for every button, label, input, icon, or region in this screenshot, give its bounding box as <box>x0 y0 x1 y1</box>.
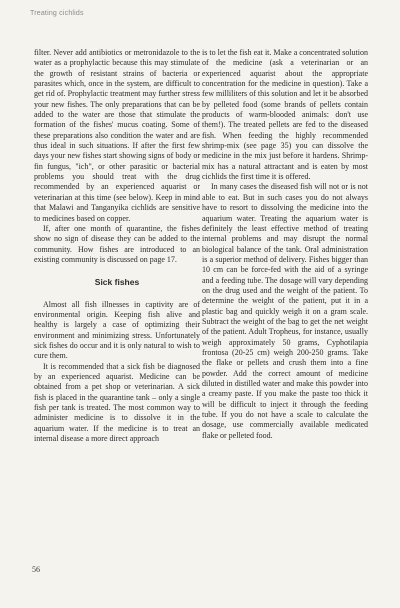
paragraph: In many cases the diseased fish will not or is not able to eat. But in such cases you do not always have to resort to dissolving the medicine into the aquarium water. Treating the aquarium water is definitely the least effective method of treating internal problems and may disrupt the normal biological balance of the tank. Oral administration is a superior method of delivery. Fishes bigger than 10 cm can be force-fed with the aid of a syringe and a feeding tube. The dosage will vary depending on the drug used and the weight of the patient. To determine the weight of the patient, put it in a plastic bag and quickly weigh it on a gram scale. Subtract the weight of the bag to get the net weight of the patient. Adult Tropheus, for instance, usually weigh approximately 50 grams, Cyphotilapia frontosa (20-25 cm) weigh 200-250 grams. Take the flake or pellets and crush them into a fine powder. Add the correct amount of medicine diluted in distilled water and make this powder into a creamy paste. If you make the paste too thick it will be difficult to inject it through the feeding tube. If you do not have a scale to calculate the dosage, use commercially available medicated flake or pelleted food. <box>202 182 368 440</box>
right-column <box>202 48 368 441</box>
running-head: Treating cichlids <box>30 10 84 17</box>
paragraph: is to let the fish eat it. Make a concentrated solution of the medicine (ask a veterinarian or an experienced aquarist about the appropriate concentration for the medicine in question). Take a few milliliters of this solution and let it be absorbed by pelleted food (some brands of pellets contain products of warm-blooded animals: don't use them!). The treated pellets are fed to the diseased fish. When feeding the highly recommended shrimp-mix (see page 35) you can dissolve the medicine in the mix just before it hardens. Shrimp-mix has a natural attractant and is eaten by most cichlids the first time it is offered. <box>202 48 368 182</box>
paragraph: Almost all fish illnesses in captivity are of environmental origin. Keeping fish alive and healthy is largely a case of optimizing their environment and minimizing stress. Unfortunately sick fishes do occur and it is only natural to wish to cure them. <box>34 299 200 361</box>
paragraph: filter. Never add antibiotics or metronidazole to the water as a prophylactic because this may stimulate the growth of resistant strains of bacteria or parasites which, once in the system, are difficult to get rid of. Prophylactic treatment may further stress your new fishes. The only preparations that can be added to the water are those that stimulate the formation of the fishes' mucus coating. Some of these preparations also condition the water and are thus ideal in such situations. If after the first few days your new fishes start showing signs of body or fin fungus, "ich", or other parasitic or bacterial problems you should treat with the drug recommended by an experienced aquarist or veterinarian at this time (see below). Keep in mind that Malawi and Tanganyika cichlids are sensitive to medicines based on copper. <box>34 48 200 223</box>
page-number: 56 <box>32 565 40 574</box>
paragraph: If, after one month of quarantine, the fishes show no sign of disease they can be added to the community. How fishes are introduced to an existing community is discussed on page 17. <box>34 223 200 264</box>
left-column <box>34 48 200 444</box>
section-heading: Sick fishes <box>94 277 140 288</box>
paragraph: It is recommended that a sick fish be diagnosed by an experienced aquarist. Medicine can be obtained from a pet shop or veterinarian. A sick fish is placed in the quarantine tank – only a single fish per tank is treated. The most common way to administer medicine is to dissolve it in the aquarium water. If the medicine is to treat an internal disease a more direct approach <box>34 361 200 444</box>
